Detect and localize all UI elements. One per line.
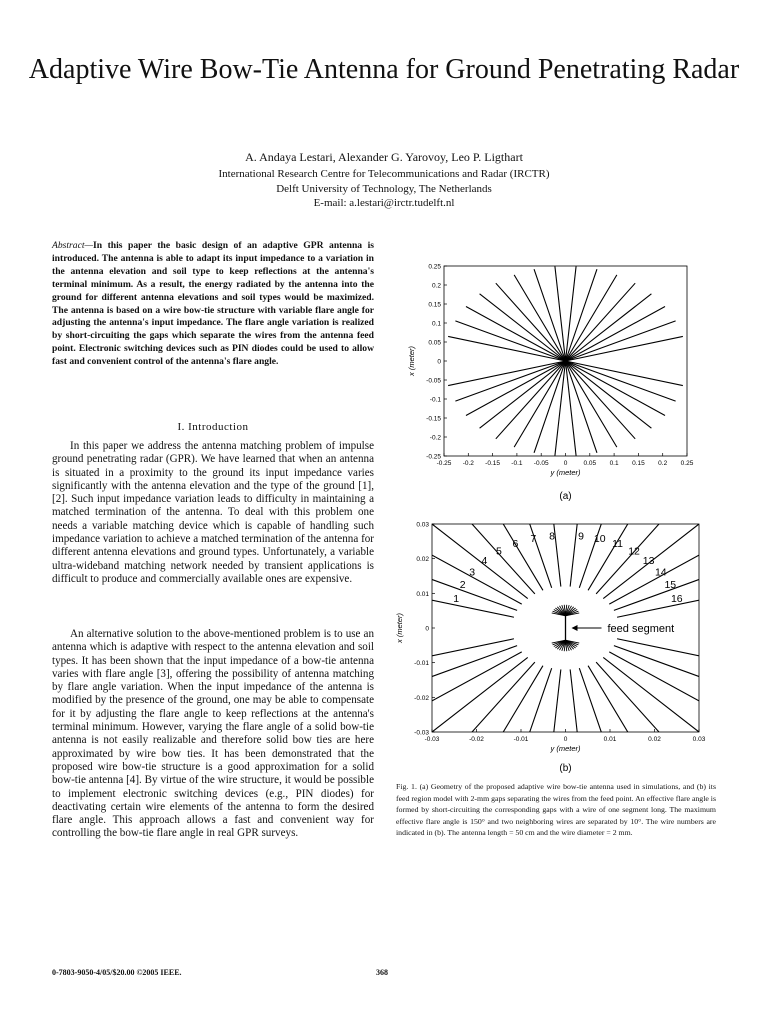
y-tick-label: 0.05 (428, 339, 441, 347)
y-tick-label: -0.03 (414, 729, 429, 737)
wire-line-lower (453, 666, 543, 780)
wire-line-upper (566, 283, 636, 361)
x-tick-label: -0.02 (469, 736, 484, 743)
x-tick-label: -0.01 (513, 736, 529, 743)
wire-line-lower (392, 657, 528, 775)
wire-line-upper (392, 516, 522, 604)
x-tick-label: 0.02 (648, 736, 661, 743)
wire-number-label: 4 (481, 554, 488, 567)
wire-line-lower (588, 666, 678, 780)
affiliation-email: E-mail: a.lestari@irctr.tudelft.nl (313, 197, 455, 209)
y-tick-label: 0.01 (416, 590, 429, 598)
x-tick-label: -0.03 (424, 736, 440, 743)
wire-line-lower (566, 361, 652, 428)
x-tick-label: 0 (563, 736, 568, 743)
x-tick-label: 0.05 (583, 460, 597, 467)
figure-1a-antenna-geometry (392, 256, 712, 506)
abstract-lead: Abstract— (52, 240, 94, 251)
wire-number-label: 16 (670, 593, 683, 606)
wire-line-lower (392, 639, 514, 682)
x-tick-label: 0.03 (692, 736, 706, 743)
y-tick-label: 0.02 (416, 556, 429, 564)
wire-line-lower (392, 652, 522, 747)
x-tick-label: 0.01 (603, 736, 617, 743)
x-tick-label: 0.2 (658, 460, 668, 467)
wire-line-upper (570, 516, 589, 587)
intro-paragraph-1 (52, 440, 374, 586)
page-number: 368 (376, 968, 388, 977)
wire-line-lower (496, 668, 551, 780)
y-axis-label: x (meter) (407, 346, 416, 376)
wire-line-upper (566, 294, 652, 361)
feed-arrow-head (572, 625, 578, 631)
wire-line-lower (579, 668, 634, 780)
wire-number-label: 9 (578, 530, 584, 543)
wire-number-label: 7 (530, 532, 537, 545)
affiliation-institute: International Research Centre for Telecommunications and Radar (IRCTR) (218, 168, 550, 180)
wire-number-label: 6 (512, 538, 519, 551)
paragraph-text: An alternative solution to the above-mentioned problem is to use an antenna which is adaptive with respect to the antenna elevation and soil types. It has been shown that the input impedance of a bow-tie antenna varies with flare angle [3], offering the possibility of antenna matching by flare angle variation. When the input impedance of the antenna is modified by the presence of the ground, one may be able to compensate for it by adjusting the flare angle to keep reflections at the antenna's terminal minimum. However, varying the flare angle of a solid bow-tie antenna is not easily realizable and therefore solid bow ties are here approximated by wire bow ties. It has been demonstrated that the proposed wire bow-tie structure is a good approximation for a solid bow-tie antenna [4]. By virtue of the wire structure, it would be possible to implement electronic switching devices (e.g., PIN diodes) for deactivating certain wire elements of the antenna to form the desired flare angle. This approach allows a fast and convenient way for controlling the bow-tie flare angle in real GPR surveys. (52, 628, 374, 840)
y-tick-label: 0.15 (428, 301, 441, 309)
y-tick-label: 0.03 (416, 521, 429, 529)
wire-line-upper (466, 307, 566, 361)
wire-group (392, 516, 712, 780)
wire-number-label: 1 (453, 593, 460, 606)
panel-label: (b) (559, 763, 572, 774)
author-list: A. Andaya Lestari, Alexander G. Yarovoy, Leo P. Ligthart (245, 150, 523, 164)
x-tick-label: 0.25 (680, 460, 694, 467)
wire-line-lower (412, 662, 535, 780)
wire-line-lower (496, 361, 566, 439)
wire-line-upper (566, 307, 666, 361)
wire-number-label: 5 (496, 545, 502, 558)
y-tick-label: -0.2 (429, 434, 441, 442)
wire-line-upper (480, 294, 566, 361)
wire-number-label: 13 (642, 554, 655, 567)
x-tick-label: 0.1 (609, 460, 619, 467)
x-tick-label: -0.2 (462, 460, 474, 467)
y-tick-label: 0 (425, 625, 429, 633)
wire-line-lower (566, 361, 666, 415)
affiliation-block (0, 167, 768, 211)
affiliation-university: Delft University of Technology, The Netherlands (276, 182, 492, 195)
wire-number-label: 2 (459, 579, 466, 592)
x-tick-label: 0 (563, 460, 568, 467)
y-axis-label: x (meter) (395, 613, 404, 643)
wire-number-label: 12 (628, 545, 640, 558)
y-tick-label: -0.1 (429, 396, 441, 404)
abstract-text: In this paper the basic design of an adaptive GPR antenna is introduced. The antenna is able to adapt its input impedance to a variation in the antenna elevation and soil type to keep reflections at the antenna's terminal minimum. As a result, the energy radiated by the antenna into the ground for different antenna elevations and soil types would be maximized. The antenna is based on a wire bow-tie structure with variable flare angle for adjusting the antenna's input impedance. The flare angle variation is realized by short-circuiting the gaps which separate the wires from the antenna feed point. Electronic switching devices such as PIN diodes could be used to allow fast and convenient control of the antenna's flare angle. (52, 240, 374, 368)
wire-number-label: 10 (593, 532, 606, 545)
figure-caption: Fig. 1. (a) Geometry of the proposed adaptive wire bow-tie antenna used in simulations, and (b) its feed region model with 2-mm gaps separating the wires from the feed point. An effective flare angle is formed by short-circuiting the corresponding gaps with a wire of one segment long. The maximum effective flare angle is 150° and two neighboring wires are separated by 10°. The wire numbers are indicated in (b). The antenna length = 50 cm and the wire diameter = 2 mm. (396, 782, 716, 838)
y-tick-label: 0.1 (431, 320, 441, 328)
wire-line-upper (496, 283, 566, 361)
y-tick-label: -0.02 (414, 694, 429, 702)
y-tick-label: -0.01 (414, 660, 429, 668)
x-tick-label: -0.05 (533, 460, 549, 467)
paper-title: Adaptive Wire Bow-Tie Antenna for Ground Penetrating Radar (28, 54, 740, 85)
y-tick-label: 0 (437, 358, 441, 366)
wire-number-label: 15 (664, 579, 677, 592)
x-axis-label: y (meter) (550, 468, 581, 477)
x-tick-label: -0.25 (436, 460, 452, 467)
panel-label: (a) (559, 491, 572, 502)
feed-segment-annotation: feed segment (607, 623, 675, 635)
y-tick-label: 0.25 (428, 263, 441, 271)
figure-1b-feed-region (392, 516, 712, 780)
wire-number-label: 11 (612, 538, 624, 551)
abstract (52, 240, 374, 369)
y-tick-label: -0.05 (426, 377, 441, 385)
x-tick-label: -0.1 (511, 460, 523, 467)
wire-number-label: 3 (469, 566, 476, 579)
y-tick-label: 0.2 (431, 282, 441, 290)
intro-paragraph-2 (52, 628, 374, 841)
wire-line-upper (542, 516, 561, 587)
wire-line-lower (596, 662, 712, 780)
wire-number-label: 8 (549, 530, 555, 543)
wire-line-upper (412, 516, 535, 594)
section-heading-introduction: I. Introduction (177, 421, 249, 433)
wire-line-lower (480, 361, 566, 428)
wire-line-lower (466, 361, 566, 415)
x-tick-label: 0.15 (632, 460, 645, 467)
wire-line-lower (617, 639, 712, 682)
copyright-footer: 0-7803-9050-4/05/$20.00 ©2005 IEEE. (52, 968, 182, 977)
wire-line-lower (566, 361, 636, 439)
y-tick-label: -0.15 (426, 415, 441, 423)
wire-number-label: 14 (654, 566, 667, 579)
paragraph-text: In this paper we address the antenna matching problem of impulse ground penetrating radar (GPR). We have learned that when an antenna is situated in a proximity to the ground its input impedance varies significantly with the antenna elevation and the type of the ground [1], [2]. Such input impedance variation leads to difficulty in maintaining a matched termination of the antenna. To deal with this problem one needs a variable matching device which is capable of handling such impedance variation to achieve a matched termination of the antenna for different antenna elevations and ground types. Unfortunately, a variable ultra-wideband matching network needed by transient applications is difficult to produce and commercially available ones are expensive. (52, 440, 374, 585)
x-axis-label: y (meter) (550, 744, 581, 753)
wire-line-lower (609, 652, 712, 747)
x-tick-label: -0.15 (485, 460, 501, 467)
y-tick-label: -0.25 (426, 453, 441, 461)
